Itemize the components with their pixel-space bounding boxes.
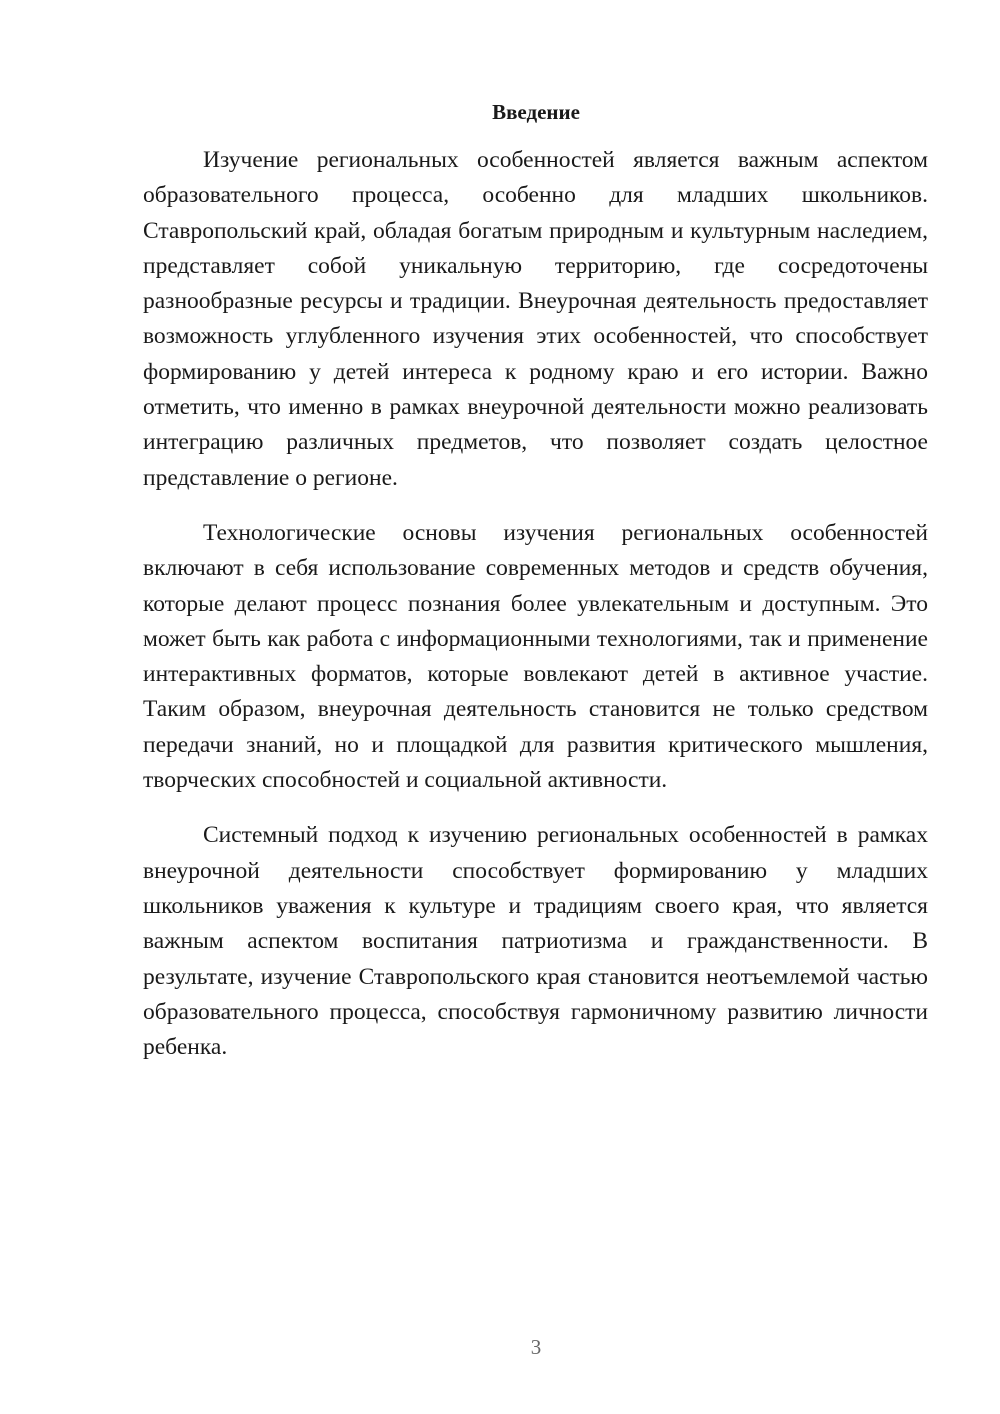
- page-title: Введение: [492, 100, 580, 124]
- body-text: [143, 143, 928, 1085]
- paragraph-1: Изучение региональных особенностей является важным аспектом образовательного процесса, особенно для младших школьников. Ставропольский край, обладая богатым природным и культурным наследием, представляет собой уникальную территорию, где сосредоточены разнообразные ресурсы и традиции. Внеурочная деятельность предоставляет возможность углубленного изучения этих особенностей, что способствует формированию у детей интереса к родному краю и его истории. Важно отметить, что именно в рамках внеурочной деятельности можно реализовать интеграцию различных предметов, что позволяет создать целостное представление о регионе.: [143, 147, 928, 491]
- paragraph-3: Системный подход к изучению региональных особенностей в рамках внеурочной деятельности способствует формированию у младших школьников уважения к культуре и традициям своего края, что является важным аспектом воспитания патриотизма и гражданственности. В результате, изучение Ставропольского края становится неотъемлемой частью образовательного процесса, способствуя гармоничному развитию личности ребенка.: [143, 822, 928, 1061]
- paragraph-2: Технологические основы изучения региональных особенностей включают в себя использование современных методов и средств обучения, которые делают процесс познания более увлекательным и доступным. Это может быть как работа с информационными технологиями, так и применение интерактивных форматов, которые вовлекают детей в активное участие. Таким образом, внеурочная деятельность становится не только средством передачи знаний, но и площадкой для развития критического мышления, творческих способностей и социальной активности.: [143, 519, 928, 794]
- page-number: 3: [530, 1335, 542, 1359]
